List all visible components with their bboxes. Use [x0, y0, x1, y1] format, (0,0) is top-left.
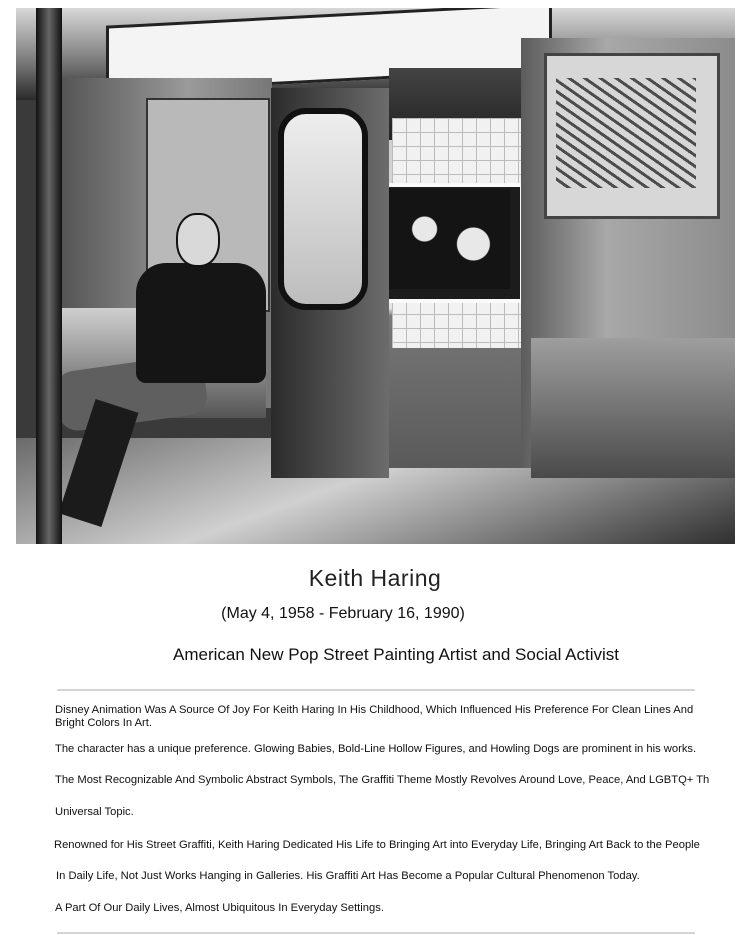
paragraph-symbols: The Most Recognizable And Symbolic Abstract Symbols, The Graffiti Theme Mostly Revolves Around Love, Peace, And LGBTQ+ Th [55, 774, 710, 786]
graffiti-tag [556, 78, 696, 188]
paragraph-childhood: Disney Animation Was A Source Of Joy For Keith Haring In His Childhood, Which Influenced His Preference For Clean Lines And Bright Colors In Art. [55, 704, 694, 729]
door-window [278, 108, 368, 310]
paragraph-ubiquitous: A Part Of Our Daily Lives, Almost Ubiquitous In Everyday Settings. [55, 902, 384, 914]
paragraph-daily-life: In Daily Life, Not Just Works Hanging in Galleries. His Graffiti Art Has Become a Popular Cultural Phenomenon Today. [56, 870, 640, 882]
paragraph-character: The character has a unique preference. Glowing Babies, Bold-Line Hollow Figures, and Howling Dogs are prominent in his works. [55, 743, 697, 755]
person-jacket [136, 263, 266, 383]
divider-bottom [57, 932, 695, 934]
life-dates: (May 4, 1958 - February 16, 1990) [221, 605, 465, 622]
subway-photo [16, 8, 735, 544]
paragraph-universal: Universal Topic. [55, 806, 134, 818]
person-head [176, 213, 220, 267]
artist-name: Keith Haring [308, 565, 442, 591]
poster-drawing [388, 189, 510, 289]
divider-top [57, 689, 695, 691]
paragraph-street-graffiti: Renowned for His Street Graffiti, Keith Haring Dedicated His Life to Bringing Art into Everyday Life, Bringing Art Back to the People [54, 839, 700, 851]
grab-pole [36, 8, 62, 544]
artist-role: American New Pop Street Painting Artist and Social Activist [173, 645, 619, 664]
right-bench [531, 338, 735, 478]
